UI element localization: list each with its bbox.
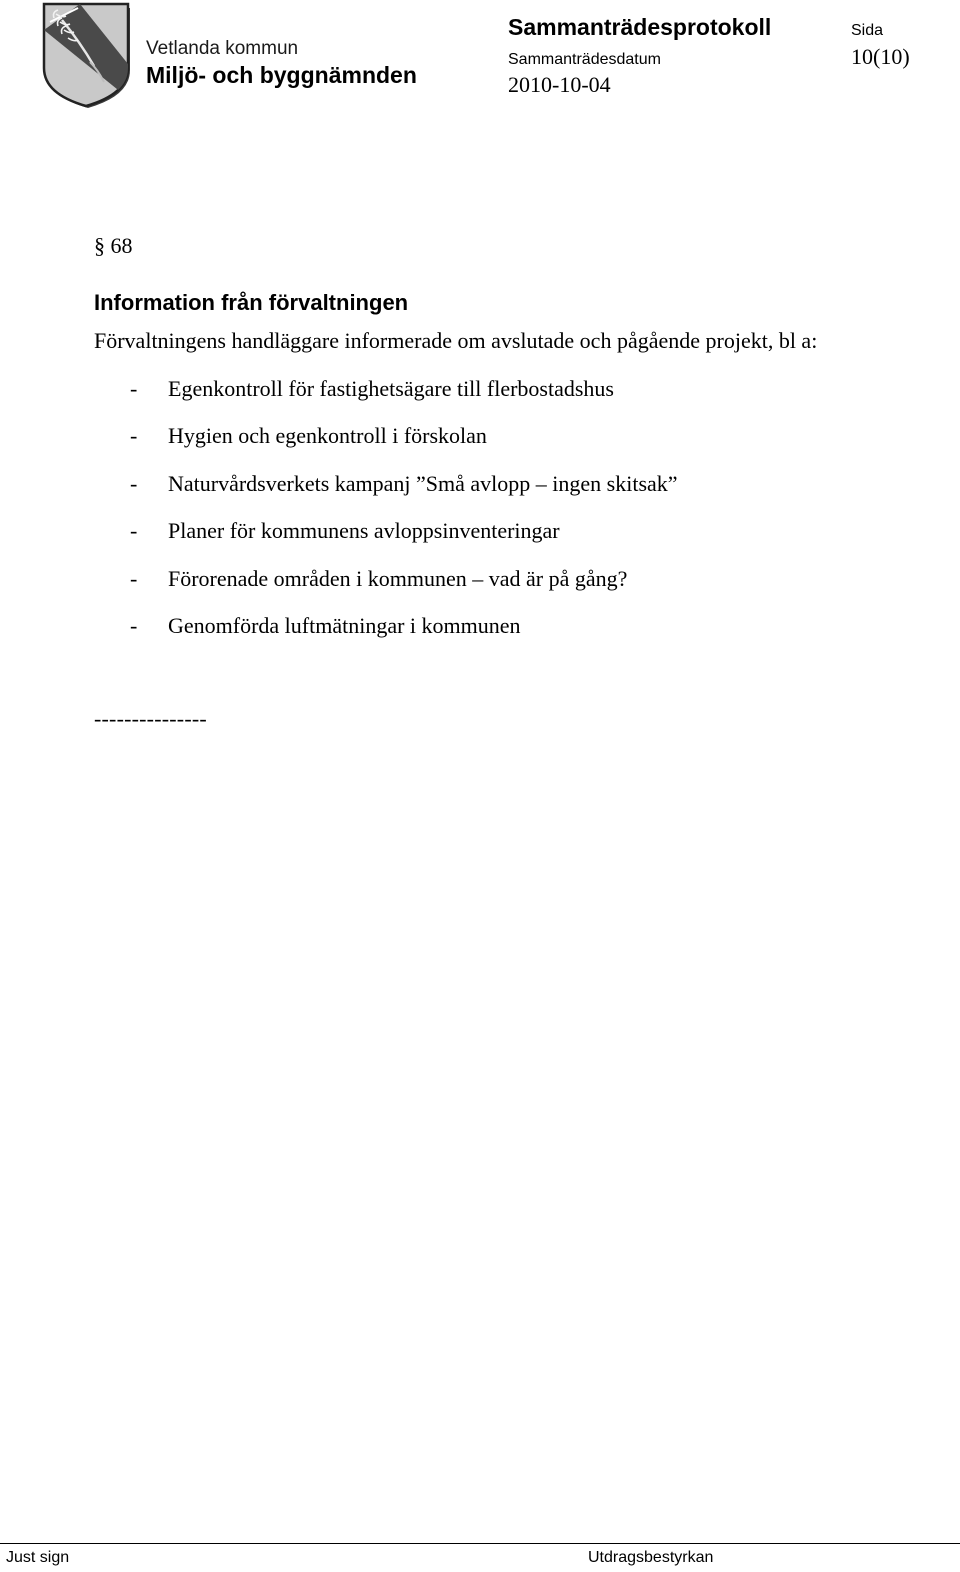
list-item-text: Hygien och egenkontroll i förskolan xyxy=(168,423,487,449)
list-item-text: Naturvårdsverkets kampanj ”Små avlopp – ingen skitsak” xyxy=(168,470,678,496)
list-bullet: - xyxy=(130,470,138,496)
list-item-text: Genomförda luftmätningar i kommunen xyxy=(168,612,521,638)
intro-paragraph: Förvaltningens handläggare informerade om avslutade och pågående projekt, bl a: xyxy=(94,328,818,353)
footer-divider xyxy=(0,1543,960,1544)
certification-label: Utdragsbestyrkan xyxy=(588,1549,714,1566)
meeting-date-label: Sammanträdesdatum xyxy=(508,51,661,68)
coat-of-arms-icon xyxy=(40,2,132,110)
list-bullet: - xyxy=(130,565,138,591)
list-item-text: Egenkontroll för fastighetsägare till flerbostadshus xyxy=(168,376,614,401)
page-label: Sida xyxy=(851,22,884,39)
board-name: Miljö- och byggnämnden xyxy=(146,62,417,88)
municipality-name: Vetlanda kommun xyxy=(146,38,299,59)
meeting-date-value: 2010-10-04 xyxy=(508,72,611,97)
document-title: Sammanträdesprotokoll xyxy=(508,14,772,40)
section-heading: Information från förvaltningen xyxy=(94,290,409,315)
list-item-text: Förorenade områden i kommunen – vad är på gång? xyxy=(168,565,628,591)
list-item-text: Planer för kommunens avloppsinventeringar xyxy=(168,518,560,544)
list-bullet: - xyxy=(130,518,138,544)
section-number: § 68 xyxy=(94,233,133,258)
page-number: 10(10) xyxy=(851,44,910,69)
list-bullet: - xyxy=(130,612,138,638)
list-bullet: - xyxy=(130,423,138,449)
section-separator: --------------- xyxy=(94,706,207,731)
list-bullet: - xyxy=(130,376,138,401)
signature-label: Just sign xyxy=(6,1549,70,1566)
